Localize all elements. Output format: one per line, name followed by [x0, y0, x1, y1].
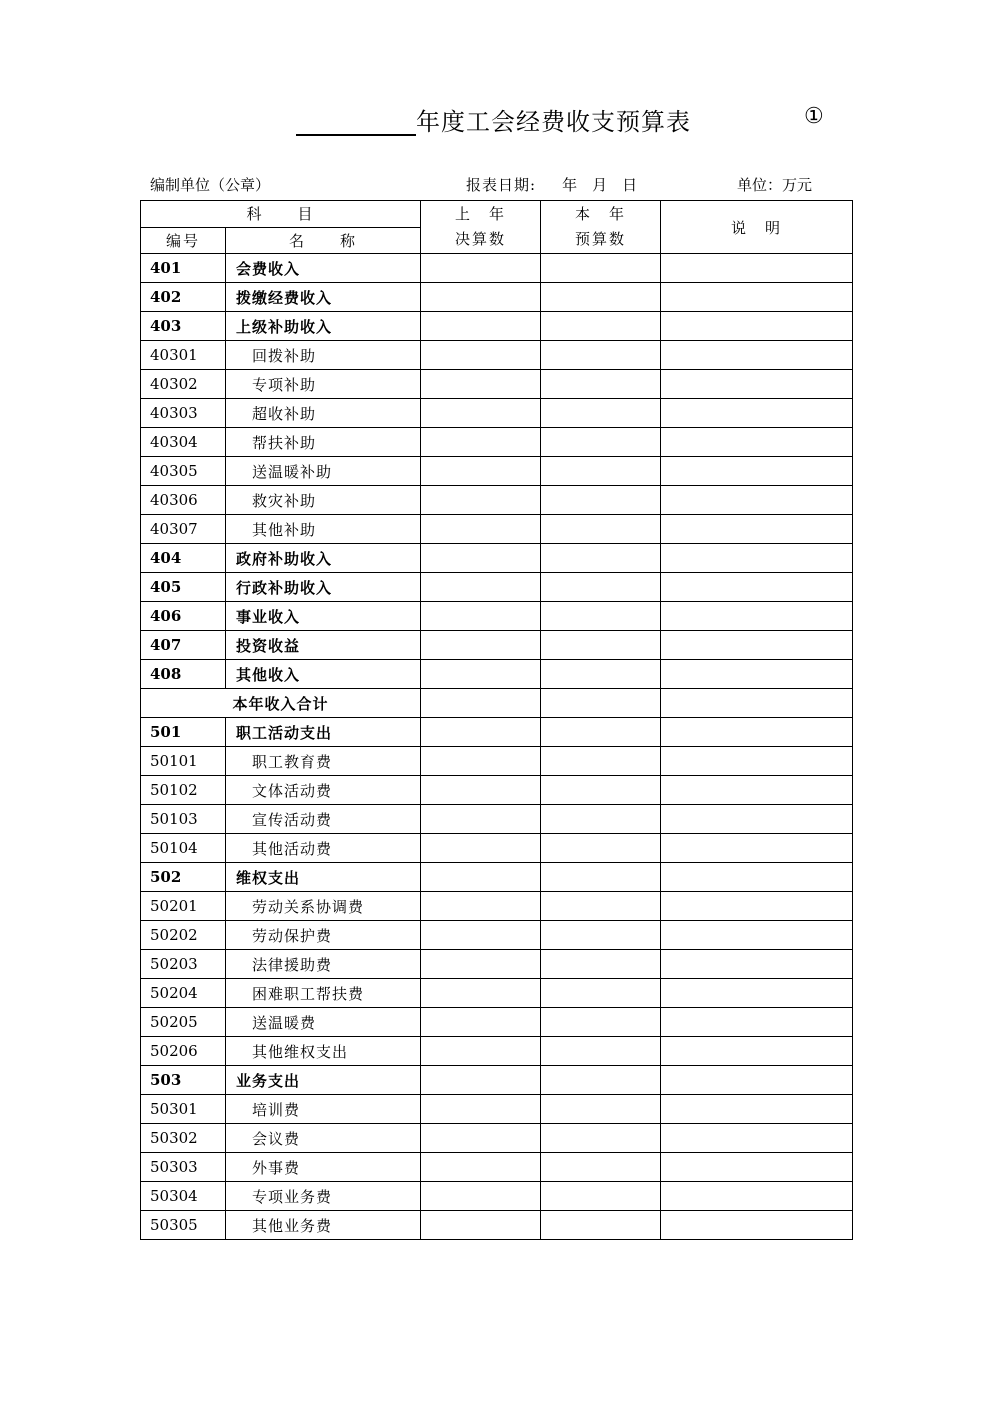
row-note-cell[interactable] — [661, 1037, 853, 1066]
title-year-blank[interactable] — [296, 134, 416, 136]
row-this-year-cell[interactable] — [541, 1008, 661, 1037]
row-code: 40307 — [141, 515, 226, 544]
row-name: 劳动保护费 — [226, 921, 421, 950]
row-this-year-cell[interactable] — [541, 312, 661, 341]
row-last-year-cell[interactable] — [421, 602, 541, 631]
row-last-year-cell[interactable] — [421, 283, 541, 312]
date-month-label: 月 — [592, 176, 609, 194]
table-row — [141, 660, 853, 689]
row-note-cell[interactable] — [661, 399, 853, 428]
row-last-year-cell[interactable] — [421, 805, 541, 834]
row-name: 其他补助 — [226, 515, 421, 544]
row-code: 503 — [141, 1066, 226, 1095]
row-note-cell[interactable] — [661, 776, 853, 805]
table-row — [141, 602, 853, 631]
row-note-cell[interactable] — [661, 1124, 853, 1153]
table-row — [141, 341, 853, 370]
table-row — [141, 544, 853, 573]
row-note-cell[interactable] — [661, 312, 853, 341]
compiling-unit-label: 编制单位（公章） — [150, 176, 271, 194]
table-row — [141, 834, 853, 863]
row-this-year-cell[interactable] — [541, 254, 661, 283]
row-code: 40304 — [141, 428, 226, 457]
row-last-year-cell[interactable] — [421, 515, 541, 544]
table-row — [141, 689, 853, 718]
row-code: 50206 — [141, 1037, 226, 1066]
table-row — [141, 457, 853, 486]
row-this-year-cell[interactable] — [541, 1066, 661, 1095]
row-name: 困难职工帮扶费 — [226, 979, 421, 1008]
row-name: 超收补助 — [226, 399, 421, 428]
row-code: 50303 — [141, 1153, 226, 1182]
row-code: 40306 — [141, 486, 226, 515]
row-note-cell[interactable] — [661, 805, 853, 834]
row-this-year-cell[interactable] — [541, 399, 661, 428]
table-row — [141, 1153, 853, 1182]
row-last-year-cell[interactable] — [421, 892, 541, 921]
row-this-year-cell[interactable] — [541, 718, 661, 747]
row-name: 拨缴经费收入 — [226, 283, 421, 312]
row-name: 外事费 — [226, 1153, 421, 1182]
row-this-year-cell[interactable] — [541, 1037, 661, 1066]
row-last-year-cell[interactable] — [421, 1008, 541, 1037]
row-last-year-cell[interactable] — [421, 1095, 541, 1124]
form-number-mark: ① — [804, 104, 824, 129]
row-code: 50102 — [141, 776, 226, 805]
row-name: 劳动关系协调费 — [226, 892, 421, 921]
row-last-year-cell[interactable] — [421, 950, 541, 979]
table-row — [141, 863, 853, 892]
row-name: 文体活动费 — [226, 776, 421, 805]
row-this-year-cell[interactable] — [541, 1124, 661, 1153]
row-this-year-cell[interactable] — [541, 1182, 661, 1211]
row-this-year-cell[interactable] — [541, 457, 661, 486]
row-this-year-cell[interactable] — [541, 921, 661, 950]
row-this-year-cell[interactable] — [541, 602, 661, 631]
header-last-year-line2: 决算数 — [455, 230, 507, 248]
header-note: 说 明 — [661, 201, 853, 254]
header-row-top — [141, 201, 853, 228]
table-row — [141, 399, 853, 428]
row-this-year-cell[interactable] — [541, 631, 661, 660]
date-day-label: 日 — [622, 176, 639, 194]
table-row — [141, 718, 853, 747]
row-this-year-cell[interactable] — [541, 1211, 661, 1240]
row-name: 专项补助 — [226, 370, 421, 399]
table-row — [141, 312, 853, 341]
row-last-year-cell[interactable] — [421, 573, 541, 602]
table-row — [141, 805, 853, 834]
row-note-cell[interactable] — [661, 370, 853, 399]
row-name: 职工教育费 — [226, 747, 421, 776]
table-row — [141, 428, 853, 457]
row-last-year-cell[interactable] — [421, 341, 541, 370]
row-name: 其他活动费 — [226, 834, 421, 863]
row-this-year-cell[interactable] — [541, 689, 661, 718]
row-name: 专项业务费 — [226, 1182, 421, 1211]
table-row — [141, 486, 853, 515]
row-this-year-cell[interactable] — [541, 573, 661, 602]
row-code: 50305 — [141, 1211, 226, 1240]
row-name: 维权支出 — [226, 863, 421, 892]
row-last-year-cell[interactable] — [421, 979, 541, 1008]
row-name: 宣传活动费 — [226, 805, 421, 834]
row-this-year-cell[interactable] — [541, 805, 661, 834]
row-last-year-cell[interactable] — [421, 428, 541, 457]
header-this-year-budget — [541, 201, 661, 254]
row-note-cell[interactable] — [661, 486, 853, 515]
row-note-cell[interactable] — [661, 283, 853, 312]
row-code: 50201 — [141, 892, 226, 921]
row-this-year-cell[interactable] — [541, 486, 661, 515]
row-code: 50103 — [141, 805, 226, 834]
row-note-cell[interactable] — [661, 1182, 853, 1211]
row-note-cell[interactable] — [661, 428, 853, 457]
row-last-year-cell[interactable] — [421, 254, 541, 283]
row-code: 405 — [141, 573, 226, 602]
header-last-year-final — [421, 201, 541, 254]
row-last-year-cell[interactable] — [421, 1182, 541, 1211]
row-last-year-cell[interactable] — [421, 863, 541, 892]
row-name: 职工活动支出 — [226, 718, 421, 747]
row-note-cell[interactable] — [661, 1008, 853, 1037]
row-this-year-cell[interactable] — [541, 660, 661, 689]
row-name: 事业收入 — [226, 602, 421, 631]
table-row — [141, 921, 853, 950]
row-code: 404 — [141, 544, 226, 573]
table-row — [141, 283, 853, 312]
row-note-cell[interactable] — [661, 1066, 853, 1095]
row-this-year-cell[interactable] — [541, 1153, 661, 1182]
row-name: 政府补助收入 — [226, 544, 421, 573]
row-this-year-cell[interactable] — [541, 1095, 661, 1124]
report-date-label: 报表日期: — [466, 176, 537, 194]
row-code: 501 — [141, 718, 226, 747]
row-this-year-cell[interactable] — [541, 283, 661, 312]
row-note-cell[interactable] — [661, 515, 853, 544]
table-row — [141, 950, 853, 979]
row-note-cell[interactable] — [661, 1095, 853, 1124]
row-code: 50104 — [141, 834, 226, 863]
row-note-cell[interactable] — [661, 863, 853, 892]
row-code: 50204 — [141, 979, 226, 1008]
row-code: 407 — [141, 631, 226, 660]
row-code: 50101 — [141, 747, 226, 776]
table-row — [141, 573, 853, 602]
row-note-cell[interactable] — [661, 718, 853, 747]
row-code: 40305 — [141, 457, 226, 486]
row-name: 送温暖费 — [226, 1008, 421, 1037]
row-name: 其他收入 — [226, 660, 421, 689]
row-this-year-cell[interactable] — [541, 544, 661, 573]
table-row — [141, 979, 853, 1008]
row-this-year-cell[interactable] — [541, 979, 661, 1008]
row-code: 40301 — [141, 341, 226, 370]
row-name: 帮扶补助 — [226, 428, 421, 457]
row-last-year-cell[interactable] — [421, 718, 541, 747]
table-row — [141, 1211, 853, 1240]
table-row — [141, 1095, 853, 1124]
row-code: 502 — [141, 863, 226, 892]
row-this-year-cell[interactable] — [541, 892, 661, 921]
row-code: 406 — [141, 602, 226, 631]
row-code: 50302 — [141, 1124, 226, 1153]
row-code: 50301 — [141, 1095, 226, 1124]
table-row — [141, 892, 853, 921]
header-subject: 科 目 — [141, 201, 421, 228]
row-code: 408 — [141, 660, 226, 689]
row-code: 50205 — [141, 1008, 226, 1037]
row-last-year-cell[interactable] — [421, 921, 541, 950]
header-name: 名 称 — [226, 227, 421, 254]
row-last-year-cell[interactable] — [421, 1211, 541, 1240]
row-name: 业务支出 — [226, 1066, 421, 1095]
row-name: 送温暖补助 — [226, 457, 421, 486]
row-this-year-cell[interactable] — [541, 370, 661, 399]
row-last-year-cell[interactable] — [421, 457, 541, 486]
row-note-cell[interactable] — [661, 631, 853, 660]
row-name: 法律援助费 — [226, 950, 421, 979]
row-code: 50304 — [141, 1182, 226, 1211]
title-text: 年度工会经费收支预算表 — [416, 108, 691, 136]
date-year-label: 年 — [562, 176, 579, 194]
table-row — [141, 1124, 853, 1153]
table-row — [141, 1008, 853, 1037]
row-last-year-cell[interactable] — [421, 834, 541, 863]
row-last-year-cell[interactable] — [421, 689, 541, 718]
row-note-cell[interactable] — [661, 573, 853, 602]
row-this-year-cell[interactable] — [541, 834, 661, 863]
row-last-year-cell[interactable] — [421, 747, 541, 776]
row-note-cell[interactable] — [661, 1211, 853, 1240]
row-code: 40302 — [141, 370, 226, 399]
row-note-cell[interactable] — [661, 834, 853, 863]
row-name: 培训费 — [226, 1095, 421, 1124]
row-last-year-cell[interactable] — [421, 399, 541, 428]
row-name: 会费收入 — [226, 254, 421, 283]
row-note-cell[interactable] — [661, 602, 853, 631]
header-this-year-line2: 预算数 — [575, 230, 627, 248]
row-name: 行政补助收入 — [226, 573, 421, 602]
row-name: 上级补助收入 — [226, 312, 421, 341]
row-last-year-cell[interactable] — [421, 544, 541, 573]
row-this-year-cell[interactable] — [541, 428, 661, 457]
row-note-cell[interactable] — [661, 689, 853, 718]
header-code: 编号 — [141, 227, 226, 254]
row-note-cell[interactable] — [661, 254, 853, 283]
row-note-cell[interactable] — [661, 457, 853, 486]
table-row — [141, 370, 853, 399]
row-note-cell[interactable] — [661, 979, 853, 1008]
row-name: 救灾补助 — [226, 486, 421, 515]
table-row — [141, 1066, 853, 1095]
table-row — [141, 747, 853, 776]
row-name: 其他维权支出 — [226, 1037, 421, 1066]
row-last-year-cell[interactable] — [421, 1037, 541, 1066]
row-last-year-cell[interactable] — [421, 776, 541, 805]
table-row — [141, 776, 853, 805]
row-last-year-cell[interactable] — [421, 1153, 541, 1182]
row-last-year-cell[interactable] — [421, 660, 541, 689]
table-row — [141, 515, 853, 544]
report-title — [296, 100, 836, 140]
row-name: 会议费 — [226, 1124, 421, 1153]
row-this-year-cell[interactable] — [541, 950, 661, 979]
row-note-cell[interactable] — [661, 660, 853, 689]
row-note-cell[interactable] — [661, 544, 853, 573]
row-note-cell[interactable] — [661, 341, 853, 370]
row-last-year-cell[interactable] — [421, 1124, 541, 1153]
row-last-year-cell[interactable] — [421, 370, 541, 399]
header-this-year-line1: 本 年 — [575, 205, 627, 223]
row-last-year-cell[interactable] — [421, 1066, 541, 1095]
row-name: 回拨补助 — [226, 341, 421, 370]
row-note-cell[interactable] — [661, 950, 853, 979]
row-total-label: 本年收入合计 — [141, 689, 421, 718]
row-code: 40303 — [141, 399, 226, 428]
row-code: 403 — [141, 312, 226, 341]
row-this-year-cell[interactable] — [541, 863, 661, 892]
row-this-year-cell[interactable] — [541, 515, 661, 544]
row-note-cell[interactable] — [661, 747, 853, 776]
row-last-year-cell[interactable] — [421, 631, 541, 660]
header-last-year-line1: 上 年 — [455, 205, 507, 223]
table-row — [141, 631, 853, 660]
row-last-year-cell[interactable] — [421, 486, 541, 515]
row-this-year-cell[interactable] — [541, 747, 661, 776]
row-note-cell[interactable] — [661, 921, 853, 950]
table-row — [141, 254, 853, 283]
row-code: 50203 — [141, 950, 226, 979]
table-row — [141, 1037, 853, 1066]
row-code: 402 — [141, 283, 226, 312]
report-date — [466, 174, 638, 195]
table-row — [141, 1182, 853, 1211]
row-code: 401 — [141, 254, 226, 283]
row-name: 其他业务费 — [226, 1211, 421, 1240]
row-note-cell[interactable] — [661, 892, 853, 921]
currency-unit: 单位：万元 — [737, 176, 813, 194]
row-note-cell[interactable] — [661, 1153, 853, 1182]
row-this-year-cell[interactable] — [541, 341, 661, 370]
row-code: 50202 — [141, 921, 226, 950]
row-this-year-cell[interactable] — [541, 776, 661, 805]
row-last-year-cell[interactable] — [421, 312, 541, 341]
row-name: 投资收益 — [226, 631, 421, 660]
budget-table — [140, 200, 853, 1240]
